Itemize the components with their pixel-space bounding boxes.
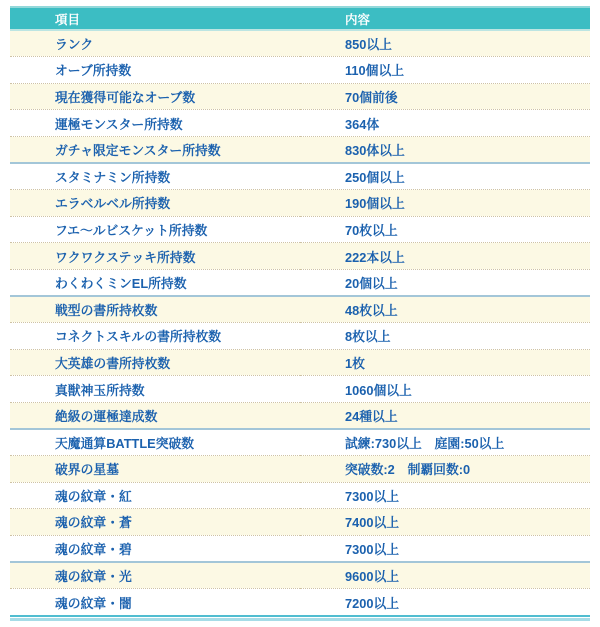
table-row <box>10 190 590 217</box>
table-row <box>10 163 590 190</box>
stats-table <box>10 6 590 615</box>
stats-table-header <box>10 7 590 30</box>
content-cell: 1060個以上 <box>300 376 590 403</box>
item-cell: ランク <box>10 30 300 57</box>
content-cell: 70個前後 <box>300 83 590 110</box>
table-row <box>10 535 590 562</box>
item-cell: ガチャ限定モンスター所持数 <box>10 136 300 163</box>
item-cell: 天魔通算BATTLE突破数 <box>10 429 300 456</box>
item-cell: 現在獲得可能なオーブ数 <box>10 83 300 110</box>
content-cell: 70枚以上 <box>300 216 590 243</box>
table-row <box>10 136 590 163</box>
content-cell: 20個以上 <box>300 269 590 296</box>
table-row <box>10 296 590 323</box>
table-row <box>10 349 590 376</box>
content-cell: 7300以上 <box>300 482 590 509</box>
content-cell: 試練:730以上 庭園:50以上 <box>300 429 590 456</box>
content-cell: 7200以上 <box>300 588 590 615</box>
table-row <box>10 57 590 84</box>
item-cell: わくわくミンEL所持数 <box>10 269 300 296</box>
item-cell: 魂の紋章・蒼 <box>10 509 300 536</box>
table-row <box>10 323 590 350</box>
table-row <box>10 482 590 509</box>
table-row <box>10 588 590 615</box>
content-cell: 222本以上 <box>300 243 590 270</box>
content-cell: 48枚以上 <box>300 296 590 323</box>
table-row <box>10 509 590 536</box>
content-cell: 24種以上 <box>300 402 590 429</box>
content-cell: 9600以上 <box>300 562 590 589</box>
item-cell: 破界の星墓 <box>10 456 300 483</box>
item-cell: フエ〜ルビスケット所持数 <box>10 216 300 243</box>
table-row <box>10 83 590 110</box>
item-cell: 大英雄の書所持枚数 <box>10 349 300 376</box>
table-row <box>10 216 590 243</box>
header-row <box>10 7 590 30</box>
header-cell-content: 内容 <box>300 7 590 30</box>
item-cell: 魂の紋章・紅 <box>10 482 300 509</box>
table-row <box>10 402 590 429</box>
content-cell: 250個以上 <box>300 163 590 190</box>
item-cell: 真獣神玉所持数 <box>10 376 300 403</box>
content-cell: 突破数:2 制覇回数:0 <box>300 456 590 483</box>
content-cell: 364体 <box>300 110 590 137</box>
item-cell: コネクトスキルの書所持枚数 <box>10 323 300 350</box>
content-cell: 8枚以上 <box>300 323 590 350</box>
table-bottom-border-light <box>10 618 590 621</box>
content-cell: 7300以上 <box>300 535 590 562</box>
table-row <box>10 110 590 137</box>
item-cell: 運極モンスター所持数 <box>10 110 300 137</box>
content-cell: 110個以上 <box>300 57 590 84</box>
item-cell: 魂の紋章・光 <box>10 562 300 589</box>
table-row <box>10 376 590 403</box>
header-cell-item: 項目 <box>10 7 300 30</box>
content-cell: 850以上 <box>300 30 590 57</box>
item-cell: 戦型の書所持枚数 <box>10 296 300 323</box>
item-cell: エラベルベル所持数 <box>10 190 300 217</box>
content-cell: 7400以上 <box>300 509 590 536</box>
item-cell: ワクワクステッキ所持数 <box>10 243 300 270</box>
content-cell: 190個以上 <box>300 190 590 217</box>
item-cell: スタミナミン所持数 <box>10 163 300 190</box>
table-body <box>10 30 590 615</box>
item-cell: 魂の紋章・闇 <box>10 588 300 615</box>
item-cell: 魂の紋章・碧 <box>10 535 300 562</box>
table-row <box>10 269 590 296</box>
content-cell: 830体以上 <box>300 136 590 163</box>
table-row <box>10 429 590 456</box>
table-row <box>10 456 590 483</box>
table-row <box>10 562 590 589</box>
stats-table-container <box>10 6 590 621</box>
content-cell: 1枚 <box>300 349 590 376</box>
table-row <box>10 30 590 57</box>
table-row <box>10 243 590 270</box>
item-cell: 絶級の運極達成数 <box>10 402 300 429</box>
item-cell: オーブ所持数 <box>10 57 300 84</box>
